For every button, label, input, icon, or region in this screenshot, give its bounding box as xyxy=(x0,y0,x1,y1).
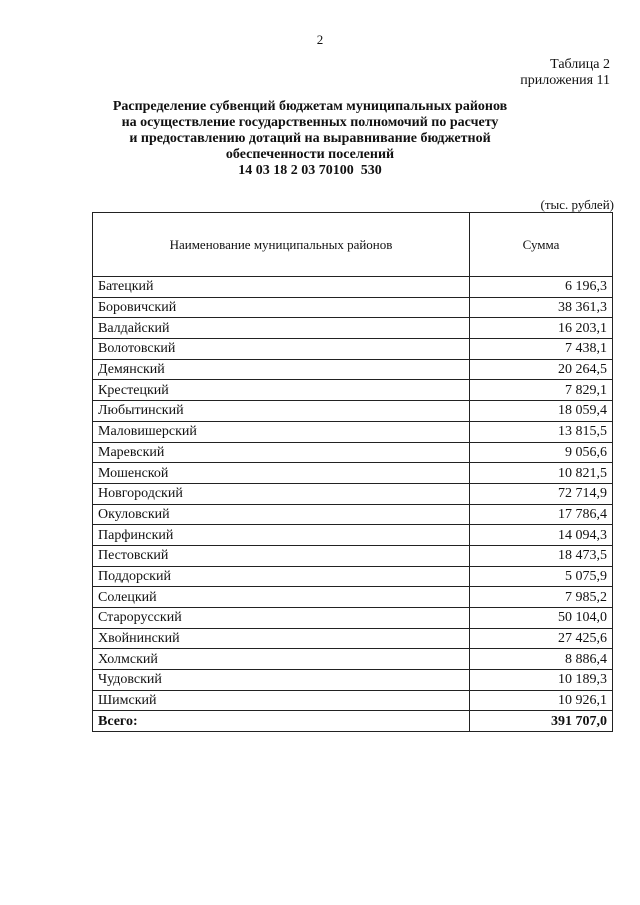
district-name-cell: Шимский xyxy=(93,690,470,711)
district-name-cell: Парфинский xyxy=(93,525,470,546)
title-line: и предоставлению дотаций на выравнивание бюджетной xyxy=(129,131,491,146)
table-row xyxy=(93,318,613,339)
district-name-cell: Мошенской xyxy=(93,463,470,484)
table-row xyxy=(93,421,613,442)
table-row xyxy=(93,587,613,608)
sum-cell: 72 714,9 xyxy=(470,483,613,504)
subventions-table xyxy=(92,212,613,732)
table-caption-line: Таблица 2 xyxy=(550,57,610,72)
sum-cell: 8 886,4 xyxy=(470,649,613,670)
table-row xyxy=(93,297,613,318)
district-name-cell: Чудовский xyxy=(93,670,470,691)
table-row xyxy=(93,608,613,629)
column-header-sum: Сумма xyxy=(470,213,613,277)
district-name-cell: Крестецкий xyxy=(93,380,470,401)
sum-cell: 16 203,1 xyxy=(470,318,613,339)
table-row xyxy=(93,401,613,422)
table-caption-line: приложения 11 xyxy=(520,73,610,88)
table-row xyxy=(93,277,613,298)
sum-cell: 10 189,3 xyxy=(470,670,613,691)
sum-cell: 9 056,6 xyxy=(470,442,613,463)
table-caption xyxy=(520,57,610,89)
sum-cell: 18 059,4 xyxy=(470,401,613,422)
table-row xyxy=(93,442,613,463)
budget-classification-code: 14 03 18 2 03 70100 530 xyxy=(238,163,382,178)
district-name-cell: Маловишерский xyxy=(93,421,470,442)
district-name-cell: Новгородский xyxy=(93,483,470,504)
district-name-cell: Демянский xyxy=(93,359,470,380)
document-title xyxy=(100,99,520,163)
district-name-cell: Батецкий xyxy=(93,277,470,298)
title-line: на осуществление государственных полномочий по расчету xyxy=(121,115,499,130)
district-name-cell: Пестовский xyxy=(93,545,470,566)
sum-cell: 20 264,5 xyxy=(470,359,613,380)
sum-cell: 17 786,4 xyxy=(470,504,613,525)
sum-cell: 38 361,3 xyxy=(470,297,613,318)
units-label: (тыс. рублей) xyxy=(540,197,614,212)
column-header-district: Наименование муниципальных районов xyxy=(93,213,470,277)
table-row xyxy=(93,545,613,566)
title-line: обеспеченности поселений xyxy=(225,147,395,162)
title-line: Распределение субвенций бюджетам муниципальных районов xyxy=(112,99,508,114)
sum-cell: 18 473,5 xyxy=(470,545,613,566)
table-row xyxy=(93,566,613,587)
sum-cell: 7 829,1 xyxy=(470,380,613,401)
district-name-cell: Маревский xyxy=(93,442,470,463)
district-name-cell: Поддорский xyxy=(93,566,470,587)
table-body xyxy=(93,277,613,732)
page-number: 2 xyxy=(316,32,324,47)
sum-cell: 10 821,5 xyxy=(470,463,613,484)
district-name-cell: Холмский xyxy=(93,649,470,670)
sum-cell: 5 075,9 xyxy=(470,566,613,587)
table-row xyxy=(93,504,613,525)
sum-cell: 27 425,6 xyxy=(470,628,613,649)
district-name-cell: Солецкий xyxy=(93,587,470,608)
sum-cell: 13 815,5 xyxy=(470,421,613,442)
sum-cell: 50 104,0 xyxy=(470,608,613,629)
district-name-cell: Волотовский xyxy=(93,339,470,360)
total-label-cell: Всего: xyxy=(93,711,470,732)
district-name-cell: Хвойнинский xyxy=(93,628,470,649)
sum-cell: 10 926,1 xyxy=(470,690,613,711)
sum-cell: 7 985,2 xyxy=(470,587,613,608)
table-row xyxy=(93,380,613,401)
sum-cell: 6 196,3 xyxy=(470,277,613,298)
district-name-cell: Старорусский xyxy=(93,608,470,629)
table-row xyxy=(93,483,613,504)
table-row xyxy=(93,628,613,649)
total-sum-cell: 391 707,0 xyxy=(470,711,613,732)
table-row xyxy=(93,670,613,691)
sum-cell: 14 094,3 xyxy=(470,525,613,546)
total-row xyxy=(93,711,613,732)
district-name-cell: Боровичский xyxy=(93,297,470,318)
table-row xyxy=(93,463,613,484)
sum-cell: 7 438,1 xyxy=(470,339,613,360)
district-name-cell: Окуловский xyxy=(93,504,470,525)
table-header-row xyxy=(93,213,613,277)
table-row xyxy=(93,649,613,670)
table-row xyxy=(93,339,613,360)
table-row xyxy=(93,690,613,711)
district-name-cell: Валдайский xyxy=(93,318,470,339)
district-name-cell: Любытинский xyxy=(93,401,470,422)
table-row xyxy=(93,359,613,380)
table-row xyxy=(93,525,613,546)
